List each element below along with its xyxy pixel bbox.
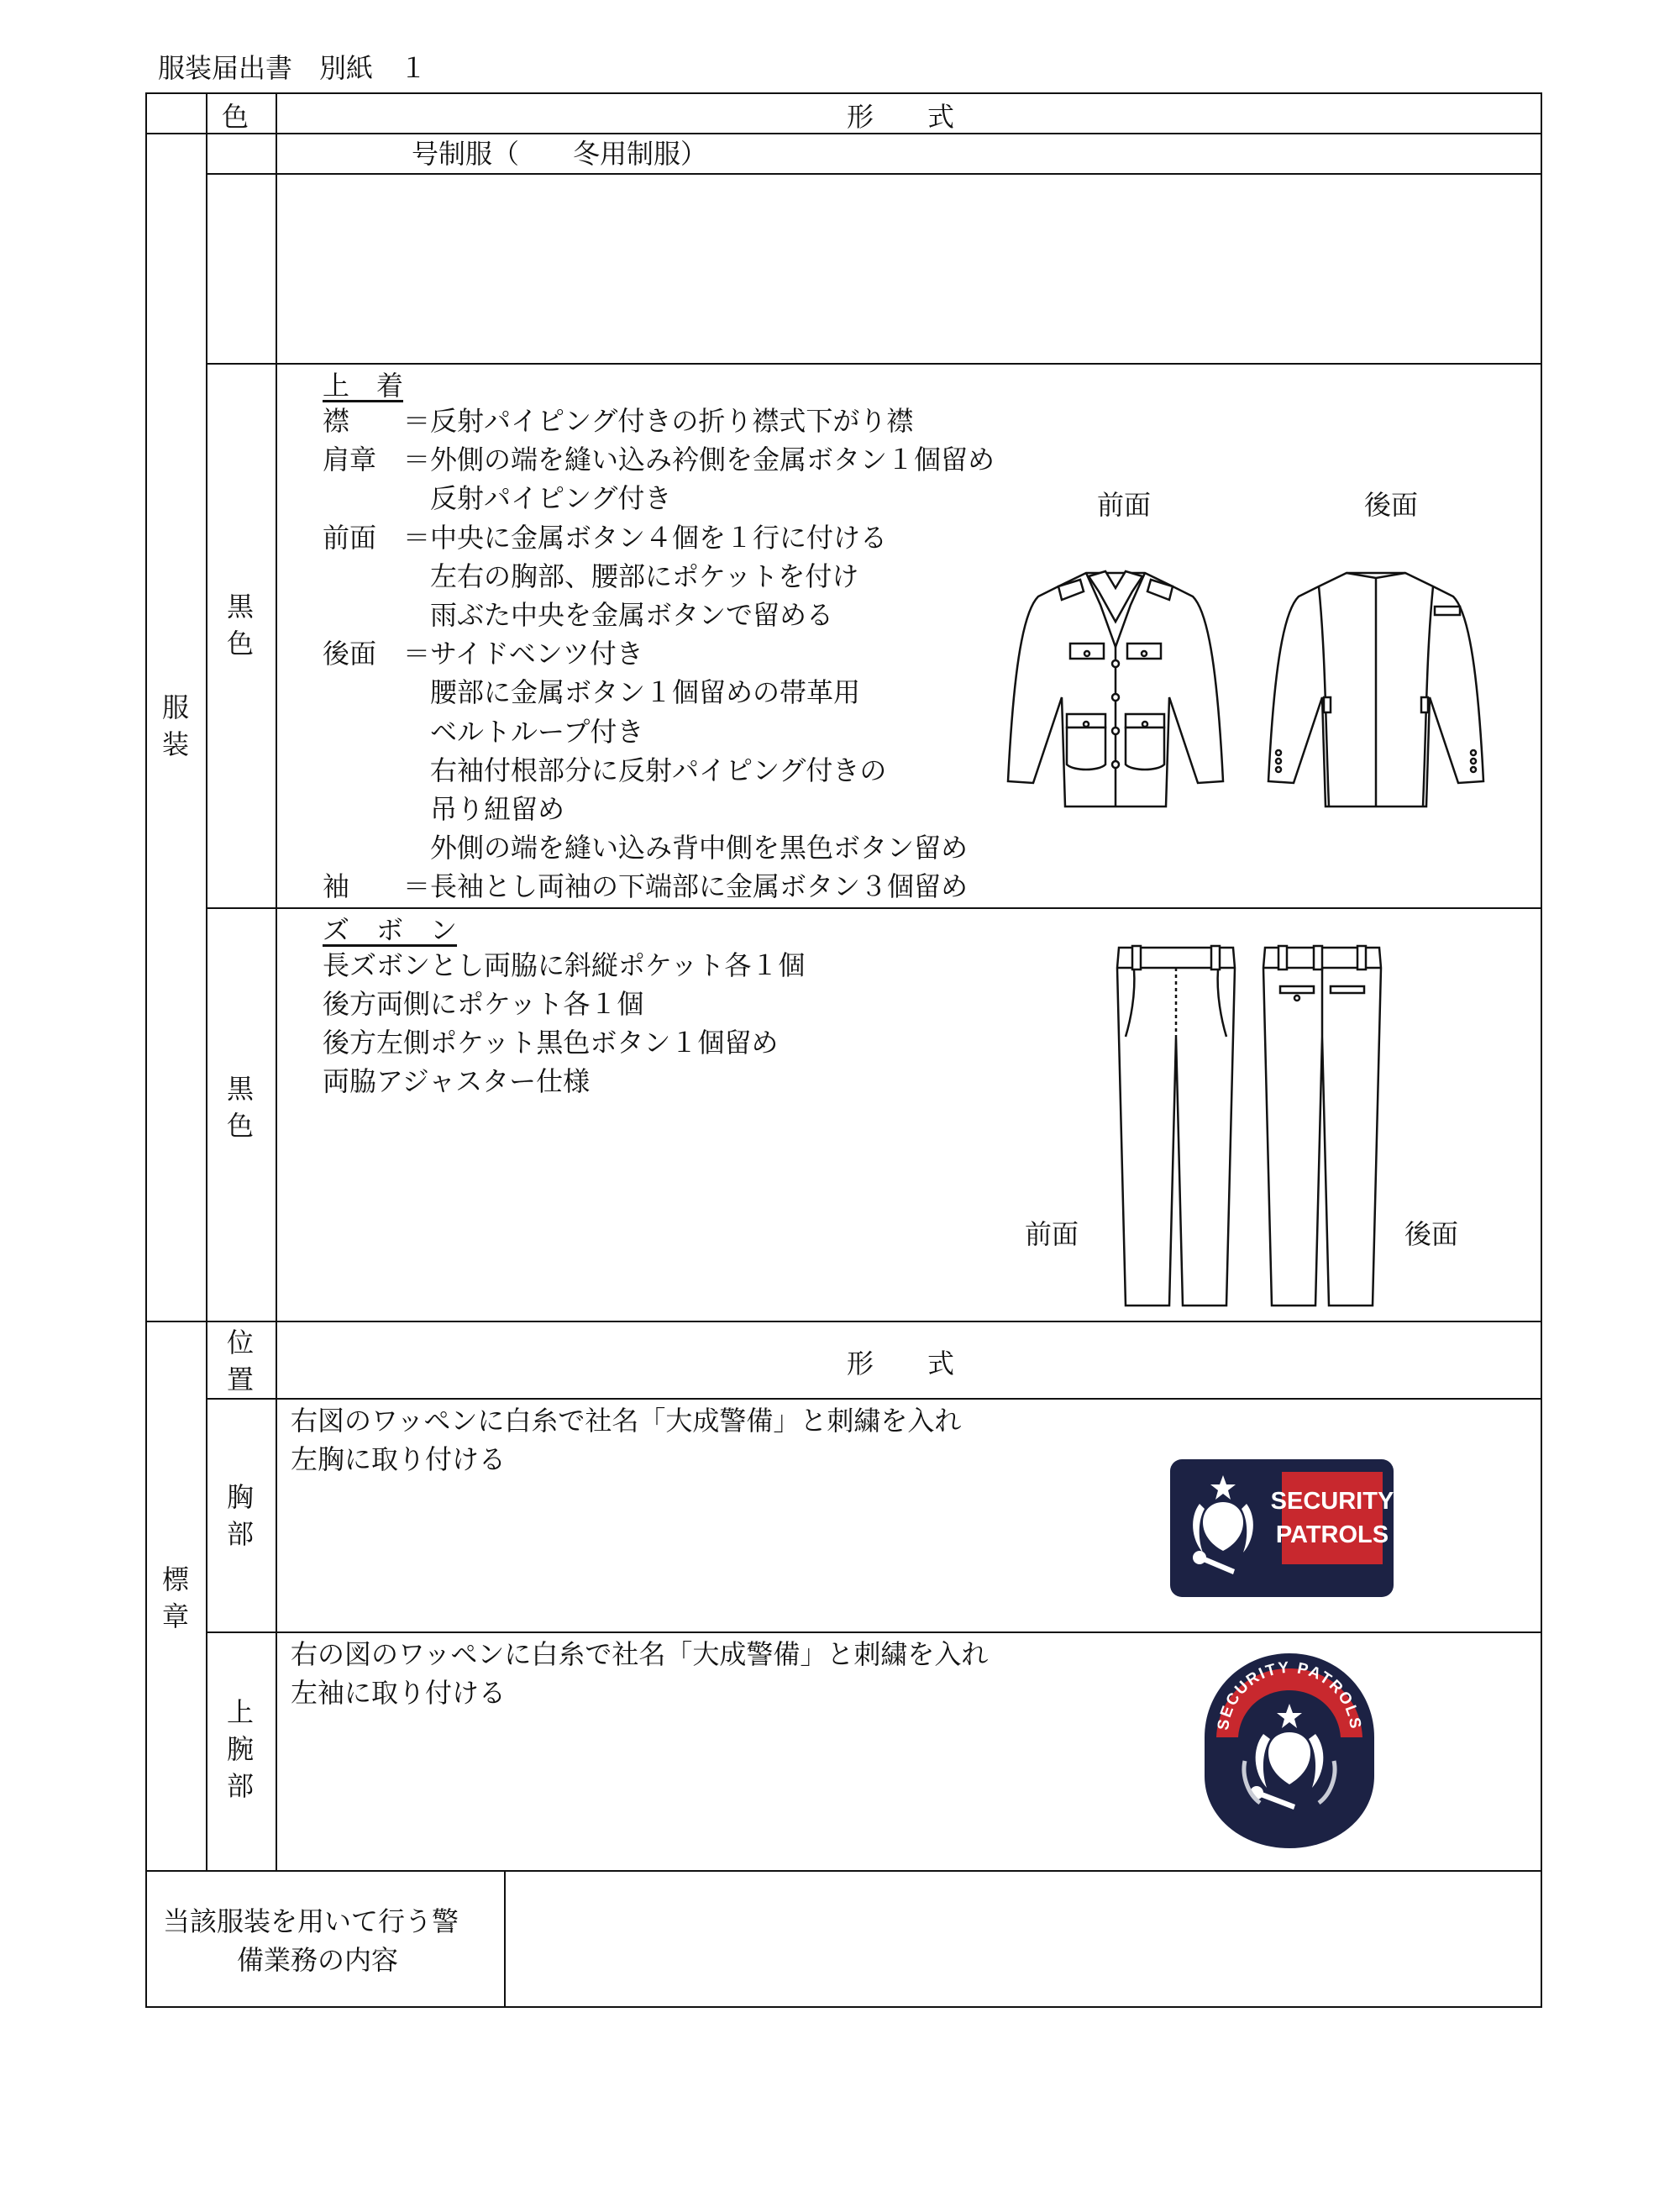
jacket-front-illustration [1006, 554, 1225, 815]
jacket-description-line-11: 吊り紐留め [323, 793, 565, 825]
trousers-back-illustration [1255, 944, 1389, 1306]
duties-label-line-1: 当該服装を用いて行う警 [163, 1905, 459, 1937]
trousers-heading: ズ ボ ン [323, 914, 458, 946]
jacket-description-line-13: 袖 ＝長袖とし両袖の下端部に金属ボタン３個留め [323, 870, 969, 903]
trousers-front-illustration [1109, 944, 1243, 1306]
jacket-front-caption: 前面 [1097, 489, 1152, 521]
column-header-form-badge: 形 式 [847, 1348, 955, 1379]
trousers-description-line-3: 後方左側ポケット黒色ボタン１個留め [323, 1027, 779, 1059]
arm-line-1: 右の図のワッペンに白糸で社名「大成警備」と刺繍を入れ [291, 1638, 989, 1670]
trousers-description-line-2: 後方両側にポケット各１個 [323, 988, 644, 1020]
jacket-description-line-5: 左右の胸部、腰部にポケットを付け [323, 560, 859, 592]
jacket-heading: 上 着 [323, 370, 404, 402]
column-header-position: 位 置 [226, 1327, 254, 1395]
uniform-type: 号制服（ 冬用制服） [412, 138, 708, 170]
jacket-color: 黒 色 [226, 591, 254, 659]
jacket-description-line-12: 外側の端を縫い込み背中側を黒色ボタン留め [323, 832, 969, 864]
arm-patch [1201, 1650, 1378, 1852]
jacket-description-line-4: 前面 ＝中央に金属ボタン４個を１行に付ける [323, 521, 888, 554]
jacket-back-caption: 後面 [1364, 489, 1419, 521]
jacket-description-line-7: 後面 ＝サイドベンツ付き [323, 638, 643, 670]
arm-line-2: 左袖に取り付ける [291, 1677, 507, 1709]
uniform-section-label: 服 装 [161, 691, 189, 760]
column-header-form: 形 式 [847, 101, 955, 133]
document-title: 服装届出書 別紙 １ [158, 52, 428, 84]
trousers-front-caption: 前面 [1025, 1218, 1079, 1250]
chest-patch-line-2: PATROLS [1275, 1521, 1389, 1548]
jacket-description-line-9: ベルトループ付き [323, 715, 644, 748]
badge-section-label: 標 章 [161, 1563, 189, 1632]
jacket-description-line-3: 反射パイピング付き [323, 482, 672, 515]
trousers-color: 黒 色 [226, 1073, 254, 1142]
jacket-description-line-2: 肩章 ＝外側の端を縫い込み衿側を金属ボタン１個留め [323, 444, 995, 476]
jacket-description-line-10: 右袖付根部分に反射パイピング付きの [323, 754, 887, 786]
jacket-description-line-6: 雨ぶた中央を金属ボタンで留める [323, 599, 834, 631]
duties-label-line-2: 備業務の内容 [237, 1944, 399, 1976]
chest-line-1: 右図のワッペンに白糸で社名「大成警備」と刺繍を入れ [291, 1405, 962, 1437]
trousers-back-caption: 後面 [1404, 1218, 1459, 1250]
trousers-description-line-4: 両脇アジャスター仕様 [323, 1065, 591, 1097]
chest-position: 胸 部 [226, 1481, 254, 1550]
jacket-description-line-1: 襟 ＝反射パイピング付きの折り襟式下がり襟 [323, 405, 914, 437]
chest-line-2: 左胸に取り付ける [291, 1443, 507, 1475]
arm-position: 上 腕 部 [226, 1696, 254, 1802]
jacket-back-illustration [1267, 554, 1485, 815]
jacket-description-line-8: 腰部に金属ボタン１個留めの帯革用 [323, 676, 861, 709]
chest-patch-line-1: SECURITY [1270, 1488, 1394, 1515]
arm-patch-text: SECURITY PATROLS [1214, 1658, 1365, 1731]
column-header-color: 色 [222, 101, 249, 133]
trousers-description-line-1: 長ズボンとし両脇に斜縦ポケット各１個 [323, 949, 806, 981]
chest-patch [1169, 1458, 1394, 1598]
